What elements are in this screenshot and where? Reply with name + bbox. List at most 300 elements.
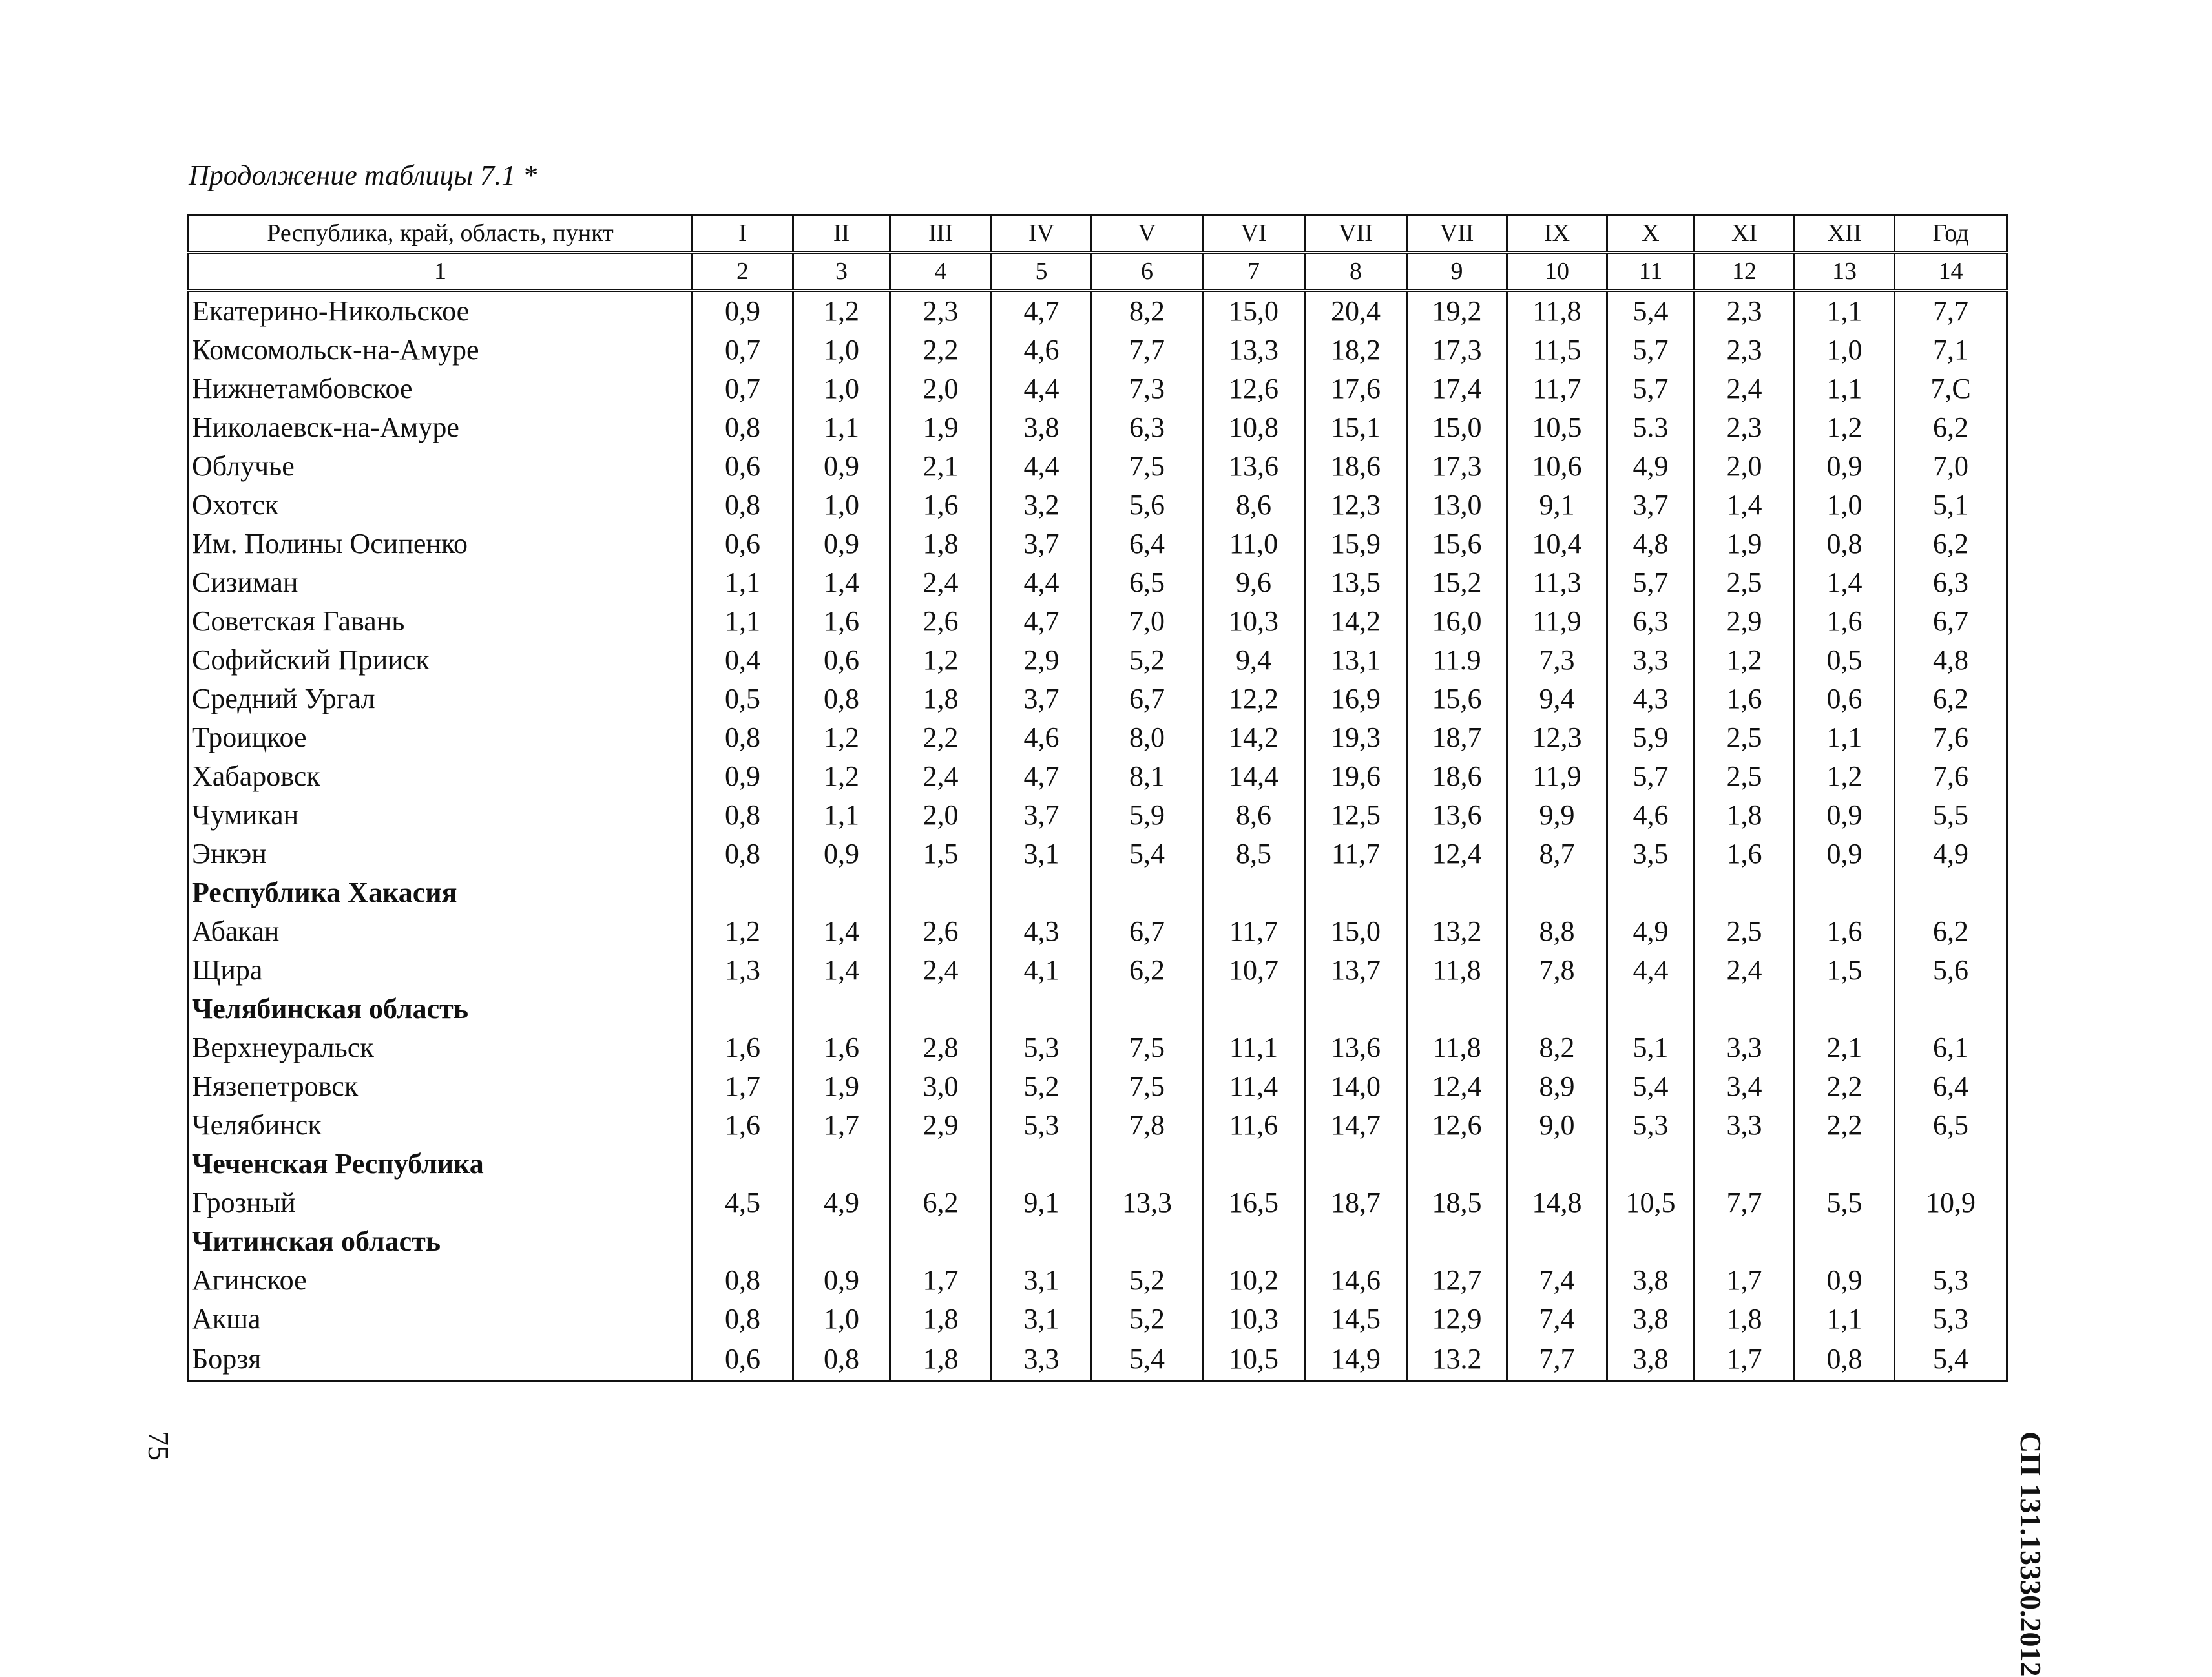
value-cell: 7,6 xyxy=(1895,718,2007,757)
value-cell: 3,7 xyxy=(992,525,1092,563)
value-cell xyxy=(890,990,992,1028)
value-cell: 4,3 xyxy=(992,912,1092,951)
region-name: Чеченская Республика xyxy=(189,1145,693,1183)
value-cell xyxy=(890,873,992,912)
value-cell: 14,9 xyxy=(1305,1338,1407,1381)
value-cell: 1,0 xyxy=(1795,331,1895,370)
value-cell xyxy=(1407,1222,1507,1261)
value-cell: 0,8 xyxy=(693,408,793,447)
value-cell: 11,7 xyxy=(1203,912,1305,951)
value-cell: 5,1 xyxy=(1607,1028,1695,1067)
value-cell: 5,2 xyxy=(1092,1261,1203,1300)
value-cell: 0,8 xyxy=(693,718,793,757)
value-cell: 1,8 xyxy=(1695,796,1795,835)
value-cell xyxy=(1895,873,2007,912)
value-cell xyxy=(1695,1145,1795,1183)
value-cell: 3,7 xyxy=(992,680,1092,718)
value-cell: 0,8 xyxy=(693,796,793,835)
station-name: Средний Ургал xyxy=(189,680,693,718)
column-number: 12 xyxy=(1695,253,1795,291)
value-cell: 2,4 xyxy=(1695,370,1795,408)
value-cell: 5,2 xyxy=(1092,641,1203,680)
table-row xyxy=(189,718,2007,757)
value-cell: 2,6 xyxy=(890,602,992,641)
value-cell: 7,3 xyxy=(1092,370,1203,408)
value-cell: 15,9 xyxy=(1305,525,1407,563)
value-cell xyxy=(793,873,890,912)
value-cell: 18,5 xyxy=(1407,1183,1507,1222)
value-cell: 9,0 xyxy=(1507,1106,1607,1145)
value-cell: 7,4 xyxy=(1507,1300,1607,1338)
value-cell: 19,2 xyxy=(1407,291,1507,331)
value-cell: 2,9 xyxy=(992,641,1092,680)
value-cell: 1,1 xyxy=(693,602,793,641)
value-cell xyxy=(1407,1145,1507,1183)
header-cell: V xyxy=(1092,215,1203,253)
value-cell xyxy=(1203,990,1305,1028)
header-cell: VII xyxy=(1407,215,1507,253)
table-row xyxy=(189,796,2007,835)
column-number: 3 xyxy=(793,253,890,291)
value-cell: 0,8 xyxy=(693,1261,793,1300)
value-cell: 18,6 xyxy=(1305,447,1407,486)
value-cell: 7,8 xyxy=(1092,1106,1203,1145)
value-cell: 3,3 xyxy=(1695,1028,1795,1067)
value-cell: 5.3 xyxy=(1607,408,1695,447)
value-cell: 1,2 xyxy=(890,641,992,680)
value-cell: 4,4 xyxy=(1607,951,1695,990)
value-cell xyxy=(1607,1145,1695,1183)
value-cell: 4,6 xyxy=(992,718,1092,757)
value-cell: 5,5 xyxy=(1795,1183,1895,1222)
value-cell: 4,7 xyxy=(992,757,1092,796)
value-cell: 2,3 xyxy=(1695,331,1795,370)
value-cell: 7,7 xyxy=(1695,1183,1795,1222)
table-body xyxy=(189,291,2007,1381)
value-cell: 0,8 xyxy=(793,1338,890,1381)
value-cell: 8,5 xyxy=(1203,835,1305,873)
station-name: Нижнетамбовское xyxy=(189,370,693,408)
station-name: Нязепетровск xyxy=(189,1067,693,1106)
value-cell: 11,8 xyxy=(1507,291,1607,331)
value-cell: 6,5 xyxy=(1895,1106,2007,1145)
value-cell: 2,3 xyxy=(1695,291,1795,331)
value-cell: 1,1 xyxy=(1795,718,1895,757)
value-cell xyxy=(992,1222,1092,1261)
value-cell: 18,7 xyxy=(1305,1183,1407,1222)
value-cell: 6,2 xyxy=(1895,525,2007,563)
table-row xyxy=(189,291,2007,331)
value-cell: 16,0 xyxy=(1407,602,1507,641)
value-cell xyxy=(1507,1222,1607,1261)
value-cell: 6,1 xyxy=(1895,1028,2007,1067)
value-cell xyxy=(1795,1222,1895,1261)
value-cell xyxy=(1795,873,1895,912)
value-cell: 0,5 xyxy=(693,680,793,718)
value-cell: 2,1 xyxy=(1795,1028,1895,1067)
value-cell: 0,9 xyxy=(793,525,890,563)
value-cell: 13,1 xyxy=(1305,641,1407,680)
value-cell: 1,6 xyxy=(1795,602,1895,641)
value-cell: 0,6 xyxy=(693,525,793,563)
value-cell xyxy=(1695,990,1795,1028)
table-caption: Продолжение таблицы 7.1 * xyxy=(189,160,537,191)
value-cell: 5,9 xyxy=(1607,718,1695,757)
value-cell: 7,С xyxy=(1895,370,2007,408)
header-cell: IX xyxy=(1507,215,1607,253)
value-cell: 2,9 xyxy=(890,1106,992,1145)
value-cell: 5,7 xyxy=(1607,370,1695,408)
value-cell: 10,5 xyxy=(1507,408,1607,447)
value-cell: 11,7 xyxy=(1305,835,1407,873)
value-cell xyxy=(1507,1145,1607,1183)
value-cell xyxy=(1607,990,1695,1028)
value-cell: 7,0 xyxy=(1092,602,1203,641)
table-row xyxy=(189,1183,2007,1222)
value-cell: 2,0 xyxy=(890,796,992,835)
value-cell: 19,6 xyxy=(1305,757,1407,796)
value-cell: 5,4 xyxy=(1092,1338,1203,1381)
header-cell: II xyxy=(793,215,890,253)
value-cell: 11,7 xyxy=(1507,370,1607,408)
value-cell xyxy=(992,1145,1092,1183)
value-cell: 10,5 xyxy=(1203,1338,1305,1381)
value-cell: 8,2 xyxy=(1092,291,1203,331)
value-cell: 1,2 xyxy=(1795,408,1895,447)
value-cell: 4,8 xyxy=(1895,641,2007,680)
table-row xyxy=(189,563,2007,602)
value-cell: 0,8 xyxy=(693,1300,793,1338)
value-cell: 8,6 xyxy=(1203,486,1305,525)
value-cell xyxy=(1895,1145,2007,1183)
table-row xyxy=(189,1028,2007,1067)
table-row xyxy=(189,1261,2007,1300)
value-cell: 1,2 xyxy=(693,912,793,951)
value-cell: 0,8 xyxy=(693,835,793,873)
value-cell: 4,9 xyxy=(793,1183,890,1222)
header-cell: XII xyxy=(1795,215,1895,253)
value-cell: 3,1 xyxy=(992,1300,1092,1338)
value-cell: 9,4 xyxy=(1507,680,1607,718)
value-cell: 3,1 xyxy=(992,835,1092,873)
value-cell: 18,6 xyxy=(1407,757,1507,796)
value-cell: 6,3 xyxy=(1607,602,1695,641)
value-cell: 1,9 xyxy=(1695,525,1795,563)
station-name: Хабаровск xyxy=(189,757,693,796)
table-row xyxy=(189,912,2007,951)
value-cell: 12,6 xyxy=(1407,1106,1507,1145)
value-cell: 11,4 xyxy=(1203,1067,1305,1106)
value-cell: 13,7 xyxy=(1305,951,1407,990)
column-number: 4 xyxy=(890,253,992,291)
station-name: Екатерино-Никольское xyxy=(189,291,693,331)
value-cell: 7,7 xyxy=(1507,1338,1607,1381)
value-cell: 13,6 xyxy=(1407,796,1507,835)
value-cell: 0,9 xyxy=(1795,835,1895,873)
station-name: Комсомольск-на-Амуре xyxy=(189,331,693,370)
value-cell: 2,0 xyxy=(1695,447,1795,486)
value-cell: 1,0 xyxy=(793,370,890,408)
table-row xyxy=(189,370,2007,408)
value-cell: 1,5 xyxy=(1795,951,1895,990)
value-cell xyxy=(1203,873,1305,912)
value-cell: 1,2 xyxy=(793,718,890,757)
value-cell: 15,6 xyxy=(1407,680,1507,718)
value-cell: 13.2 xyxy=(1407,1338,1507,1381)
value-cell: 3,3 xyxy=(1695,1106,1795,1145)
value-cell: 1,1 xyxy=(1795,1300,1895,1338)
header-cell: III xyxy=(890,215,992,253)
station-name: Челябинск xyxy=(189,1106,693,1145)
value-cell: 2,3 xyxy=(890,291,992,331)
value-cell: 6,2 xyxy=(1895,408,2007,447)
value-cell: 6,7 xyxy=(1092,912,1203,951)
value-cell: 5,4 xyxy=(1092,835,1203,873)
value-cell: 5,5 xyxy=(1895,796,2007,835)
value-cell: 1,6 xyxy=(1695,680,1795,718)
value-cell xyxy=(1305,990,1407,1028)
value-cell xyxy=(1305,873,1407,912)
column-number: 9 xyxy=(1407,253,1507,291)
value-cell: 3,3 xyxy=(992,1338,1092,1381)
value-cell xyxy=(1695,873,1795,912)
value-cell: 1,4 xyxy=(793,563,890,602)
station-name: Облучье xyxy=(189,447,693,486)
value-cell xyxy=(1407,990,1507,1028)
value-cell xyxy=(1795,990,1895,1028)
value-cell: 8,2 xyxy=(1507,1028,1607,1067)
value-cell: 1,6 xyxy=(1695,835,1795,873)
value-cell: 16,9 xyxy=(1305,680,1407,718)
value-cell: 7,4 xyxy=(1507,1261,1607,1300)
value-cell: 12,3 xyxy=(1305,486,1407,525)
value-cell: 7,5 xyxy=(1092,447,1203,486)
value-cell: 4,9 xyxy=(1607,912,1695,951)
value-cell: 4,4 xyxy=(992,370,1092,408)
value-cell: 8,7 xyxy=(1507,835,1607,873)
value-cell: 2,4 xyxy=(890,757,992,796)
value-cell: 3,8 xyxy=(1607,1300,1695,1338)
value-cell: 4,8 xyxy=(1607,525,1695,563)
value-cell: 0,9 xyxy=(1795,447,1895,486)
value-cell: 1,6 xyxy=(693,1106,793,1145)
value-cell: 5,7 xyxy=(1607,331,1695,370)
station-name: Троицкое xyxy=(189,718,693,757)
value-cell: 14,7 xyxy=(1305,1106,1407,1145)
value-cell: 10,3 xyxy=(1203,1300,1305,1338)
value-cell: 12,7 xyxy=(1407,1261,1507,1300)
value-cell: 1,6 xyxy=(793,1028,890,1067)
value-cell: 1,7 xyxy=(1695,1261,1795,1300)
value-cell: 1,5 xyxy=(890,835,992,873)
value-cell: 13,0 xyxy=(1407,486,1507,525)
column-number: 8 xyxy=(1305,253,1407,291)
value-cell: 2,4 xyxy=(890,951,992,990)
value-cell: 0,5 xyxy=(1795,641,1895,680)
station-name: Софийский Прииск xyxy=(189,641,693,680)
value-cell: 4,9 xyxy=(1607,447,1695,486)
value-cell xyxy=(1092,1222,1203,1261)
value-cell: 2,9 xyxy=(1695,602,1795,641)
value-cell xyxy=(992,990,1092,1028)
value-cell: 3,8 xyxy=(992,408,1092,447)
value-cell: 9,1 xyxy=(1507,486,1607,525)
value-cell: 0,9 xyxy=(693,757,793,796)
value-cell xyxy=(1203,1222,1305,1261)
value-cell: 7,1 xyxy=(1895,331,2007,370)
value-cell: 10,8 xyxy=(1203,408,1305,447)
value-cell xyxy=(693,1222,793,1261)
value-cell: 4,5 xyxy=(693,1183,793,1222)
value-cell xyxy=(1092,1145,1203,1183)
value-cell: 5,7 xyxy=(1607,563,1695,602)
value-cell: 6,3 xyxy=(1092,408,1203,447)
column-number: 14 xyxy=(1895,253,2007,291)
value-cell: 3,7 xyxy=(1607,486,1695,525)
value-cell: 0,9 xyxy=(793,1261,890,1300)
value-cell: 2,5 xyxy=(1695,563,1795,602)
value-cell: 1,4 xyxy=(793,951,890,990)
column-number: 7 xyxy=(1203,253,1305,291)
value-cell: 7,5 xyxy=(1092,1067,1203,1106)
value-cell: 18,7 xyxy=(1407,718,1507,757)
value-cell: 14,0 xyxy=(1305,1067,1407,1106)
value-cell: 0,8 xyxy=(693,486,793,525)
value-cell: 12,4 xyxy=(1407,1067,1507,1106)
value-cell: 6,2 xyxy=(1092,951,1203,990)
value-cell: 2,5 xyxy=(1695,718,1795,757)
value-cell: 14,5 xyxy=(1305,1300,1407,1338)
value-cell: 5,2 xyxy=(1092,1300,1203,1338)
value-cell: 14,4 xyxy=(1203,757,1305,796)
value-cell: 5,6 xyxy=(1092,486,1203,525)
value-cell: 1,8 xyxy=(890,525,992,563)
value-cell xyxy=(1795,1145,1895,1183)
value-cell: 1,2 xyxy=(793,757,890,796)
value-cell: 14,8 xyxy=(1507,1183,1607,1222)
table-row xyxy=(189,835,2007,873)
value-cell: 5,6 xyxy=(1895,951,2007,990)
value-cell xyxy=(1203,1145,1305,1183)
document-code: СП 131.13330.2012 xyxy=(2014,1432,2047,1677)
station-name: Акша xyxy=(189,1300,693,1338)
value-cell: 1,2 xyxy=(1795,757,1895,796)
value-cell: 1,0 xyxy=(793,331,890,370)
value-cell: 8,1 xyxy=(1092,757,1203,796)
value-cell: 6,4 xyxy=(1092,525,1203,563)
header-cell: X xyxy=(1607,215,1695,253)
value-cell xyxy=(1305,1145,1407,1183)
table-row xyxy=(189,331,2007,370)
value-cell: 6,2 xyxy=(890,1183,992,1222)
value-cell: 12,9 xyxy=(1407,1300,1507,1338)
region-name: Республика Хакасия xyxy=(189,873,693,912)
value-cell: 11,9 xyxy=(1507,757,1607,796)
value-cell: 0,7 xyxy=(693,370,793,408)
value-cell: 1,2 xyxy=(1695,641,1795,680)
value-cell: 5,3 xyxy=(992,1106,1092,1145)
station-name: Николаевск-на-Амуре xyxy=(189,408,693,447)
value-cell: 6,3 xyxy=(1895,563,2007,602)
value-cell: 1,1 xyxy=(693,563,793,602)
value-cell: 2,2 xyxy=(890,331,992,370)
value-cell xyxy=(1092,873,1203,912)
value-cell: 2,4 xyxy=(1695,951,1795,990)
value-cell: 1,7 xyxy=(890,1261,992,1300)
station-name: Агинское xyxy=(189,1261,693,1300)
value-cell xyxy=(793,990,890,1028)
value-cell: 7,0 xyxy=(1895,447,2007,486)
value-cell: 6,4 xyxy=(1895,1067,2007,1106)
header-cell: Год xyxy=(1895,215,2007,253)
table-row xyxy=(189,641,2007,680)
region-name: Читинская область xyxy=(189,1222,693,1261)
value-cell: 13,6 xyxy=(1203,447,1305,486)
value-cell xyxy=(1895,990,2007,1028)
column-number: 5 xyxy=(992,253,1092,291)
value-cell: 9,1 xyxy=(992,1183,1092,1222)
value-cell: 0,9 xyxy=(793,835,890,873)
value-cell xyxy=(1895,1222,2007,1261)
value-cell: 0,6 xyxy=(1795,680,1895,718)
value-cell: 1,1 xyxy=(793,796,890,835)
header-cell: VII xyxy=(1305,215,1407,253)
value-cell: 4,4 xyxy=(992,563,1092,602)
climate-data-table xyxy=(187,214,2008,1382)
value-cell: 11,1 xyxy=(1203,1028,1305,1067)
value-cell: 1,0 xyxy=(793,486,890,525)
value-cell xyxy=(693,1145,793,1183)
value-cell xyxy=(793,1145,890,1183)
value-cell: 3,8 xyxy=(1607,1338,1695,1381)
value-cell: 0,6 xyxy=(693,447,793,486)
value-cell: 2,3 xyxy=(1695,408,1795,447)
value-cell: 11,0 xyxy=(1203,525,1305,563)
value-cell: 4,6 xyxy=(1607,796,1695,835)
value-cell: 5,1 xyxy=(1895,486,2007,525)
station-name: Им. Полины Осипенко xyxy=(189,525,693,563)
value-cell: 11,3 xyxy=(1507,563,1607,602)
column-number: 10 xyxy=(1507,253,1607,291)
value-cell xyxy=(1695,1222,1795,1261)
value-cell: 9,4 xyxy=(1203,641,1305,680)
value-cell: 13,3 xyxy=(1092,1183,1203,1222)
value-cell: 10,7 xyxy=(1203,951,1305,990)
value-cell: 9,6 xyxy=(1203,563,1305,602)
station-name: Грозный xyxy=(189,1183,693,1222)
value-cell: 2,6 xyxy=(890,912,992,951)
station-name: Щира xyxy=(189,951,693,990)
value-cell: 4,4 xyxy=(992,447,1092,486)
value-cell: 7,3 xyxy=(1507,641,1607,680)
value-cell: 17,3 xyxy=(1407,331,1507,370)
value-cell: 10,6 xyxy=(1507,447,1607,486)
value-cell: 11,9 xyxy=(1507,602,1607,641)
value-cell: 4,1 xyxy=(992,951,1092,990)
value-cell: 10,2 xyxy=(1203,1261,1305,1300)
value-cell: 0,6 xyxy=(793,641,890,680)
value-cell: 12,3 xyxy=(1507,718,1607,757)
value-cell: 3,7 xyxy=(992,796,1092,835)
value-cell: 7,5 xyxy=(1092,1028,1203,1067)
value-cell: 4,7 xyxy=(992,602,1092,641)
value-cell: 0,6 xyxy=(693,1338,793,1381)
value-cell: 5,3 xyxy=(992,1028,1092,1067)
value-cell: 5,7 xyxy=(1607,757,1695,796)
value-cell: 19,3 xyxy=(1305,718,1407,757)
value-cell: 18,2 xyxy=(1305,331,1407,370)
page-number: 75 xyxy=(142,1431,175,1461)
